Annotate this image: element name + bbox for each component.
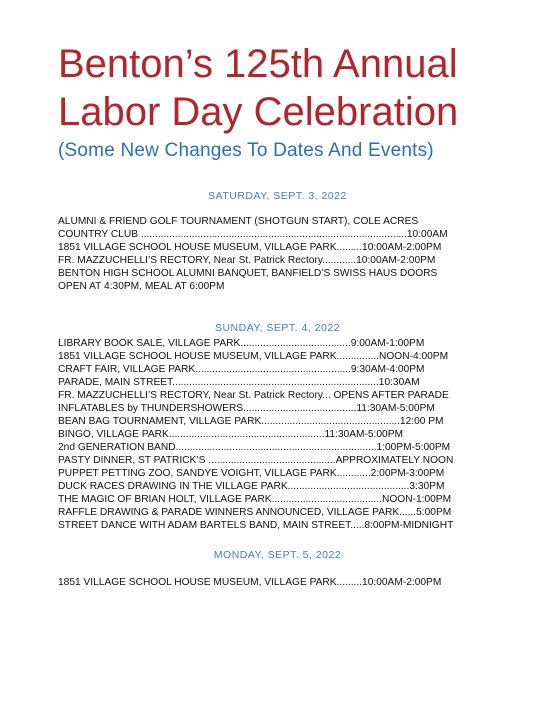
schedule-line: 2nd GENERATION BAND.......................................................................1:00PM-5:00PM xyxy=(58,442,451,453)
schedule-line: INFLATABLES by THUNDERSHOWERS........................................11:30AM-5:00PM xyxy=(58,403,435,414)
title-line-2: Labor Day Celebration xyxy=(58,90,459,134)
schedule-line: PARADE, MAIN STREET.........................................................................10:30AM xyxy=(58,377,420,388)
schedule-line: CRAFT FAIR, VILLAGE PARK.......................................................9:30AM-4:00PM xyxy=(58,364,425,375)
sunday-schedule xyxy=(58,337,503,532)
schedule-line: FR. MAZZUCHELLI’S RECTORY, Near St. Patrick Rectory............10:00AM-2:00PM xyxy=(58,255,436,266)
schedule-line: ALUMNI & FRIEND GOLF TOURNAMENT (SHOTGUN START), COLE ACRES xyxy=(58,216,419,227)
saturday-schedule xyxy=(58,215,503,293)
schedule-line: PASTY DINNER, ST PATRICK’S .............................................APPROXIMATELY NOON xyxy=(58,455,454,466)
schedule-line: OPEN AT 4:30PM, MEAL AT 6:00PM xyxy=(58,281,225,292)
schedule-line: RAFFLE DRAWING & PARADE WINNERS ANNOUNCED, VILLAGE PARK......5:00PM xyxy=(58,507,452,518)
subtitle: (Some New Changes To Dates And Events) xyxy=(58,140,434,161)
schedule-line: BENTON HIGH SCHOOL ALUMNI BANQUET, BANFIELD’S SWISS HAUS DOORS xyxy=(58,268,438,279)
schedule-line: LIBRARY BOOK SALE, VILLAGE PARK.......................................9:00AM-1:00PM xyxy=(58,338,425,349)
saturday-heading: SATURDAY, SEPT. 3, 2022 xyxy=(208,190,347,202)
schedule-line: PUPPET PETTING ZOO, SANDYE VOIGHT, VILLAGE PARK............2:00PM-3:00PM xyxy=(58,468,445,479)
schedule-line: STREET DANCE WITH ADAM BARTELS BAND, MAIN STREET.....8:00PM-MIDNIGHT xyxy=(58,520,454,531)
schedule-line: THE MAGIC OF BRIAN HOLT, VILLAGE PARK.......................................NOON-1:00PM xyxy=(58,494,452,505)
schedule-line: 1851 VILLAGE SCHOOL HOUSE MUSEUM, VILLAGE PARK.........10:00AM-2:00PM xyxy=(58,242,442,253)
monday-heading: MONDAY, SEPT. 5, 2022 xyxy=(213,549,342,561)
schedule-line: 1851 VILLAGE SCHOOL HOUSE MUSEUM, VILLAGE PARK...............NOON-4:00PM xyxy=(58,351,449,362)
schedule-line: COUNTRY CLUB ..............................................................................................10:00AM xyxy=(58,229,448,240)
sunday-heading: SUNDAY, SEPT. 4, 2022 xyxy=(214,322,341,334)
schedule-line: BINGO, VILLAGE PARK.......................................................11:30AM-5:00PM xyxy=(58,429,403,440)
title-line-1: Benton’s 125th Annual xyxy=(58,42,458,86)
schedule-line: BEAN BAG TOURNAMENT, VILLAGE PARK.................................................12:00 PM xyxy=(58,416,444,427)
schedule-line: 1851 VILLAGE SCHOOL HOUSE MUSEUM, VILLAGE PARK.........10:00AM-2:00PM xyxy=(58,577,442,588)
schedule-line: DUCK RACES DRAWING IN THE VILLAGE PARK...........................................3:30PM xyxy=(58,481,445,492)
monday-schedule xyxy=(58,576,503,589)
schedule-line: FR. MAZZUCHELLI’S RECTORY, Near St. Patrick Rectory... OPENS AFTER PARADE xyxy=(58,390,449,401)
